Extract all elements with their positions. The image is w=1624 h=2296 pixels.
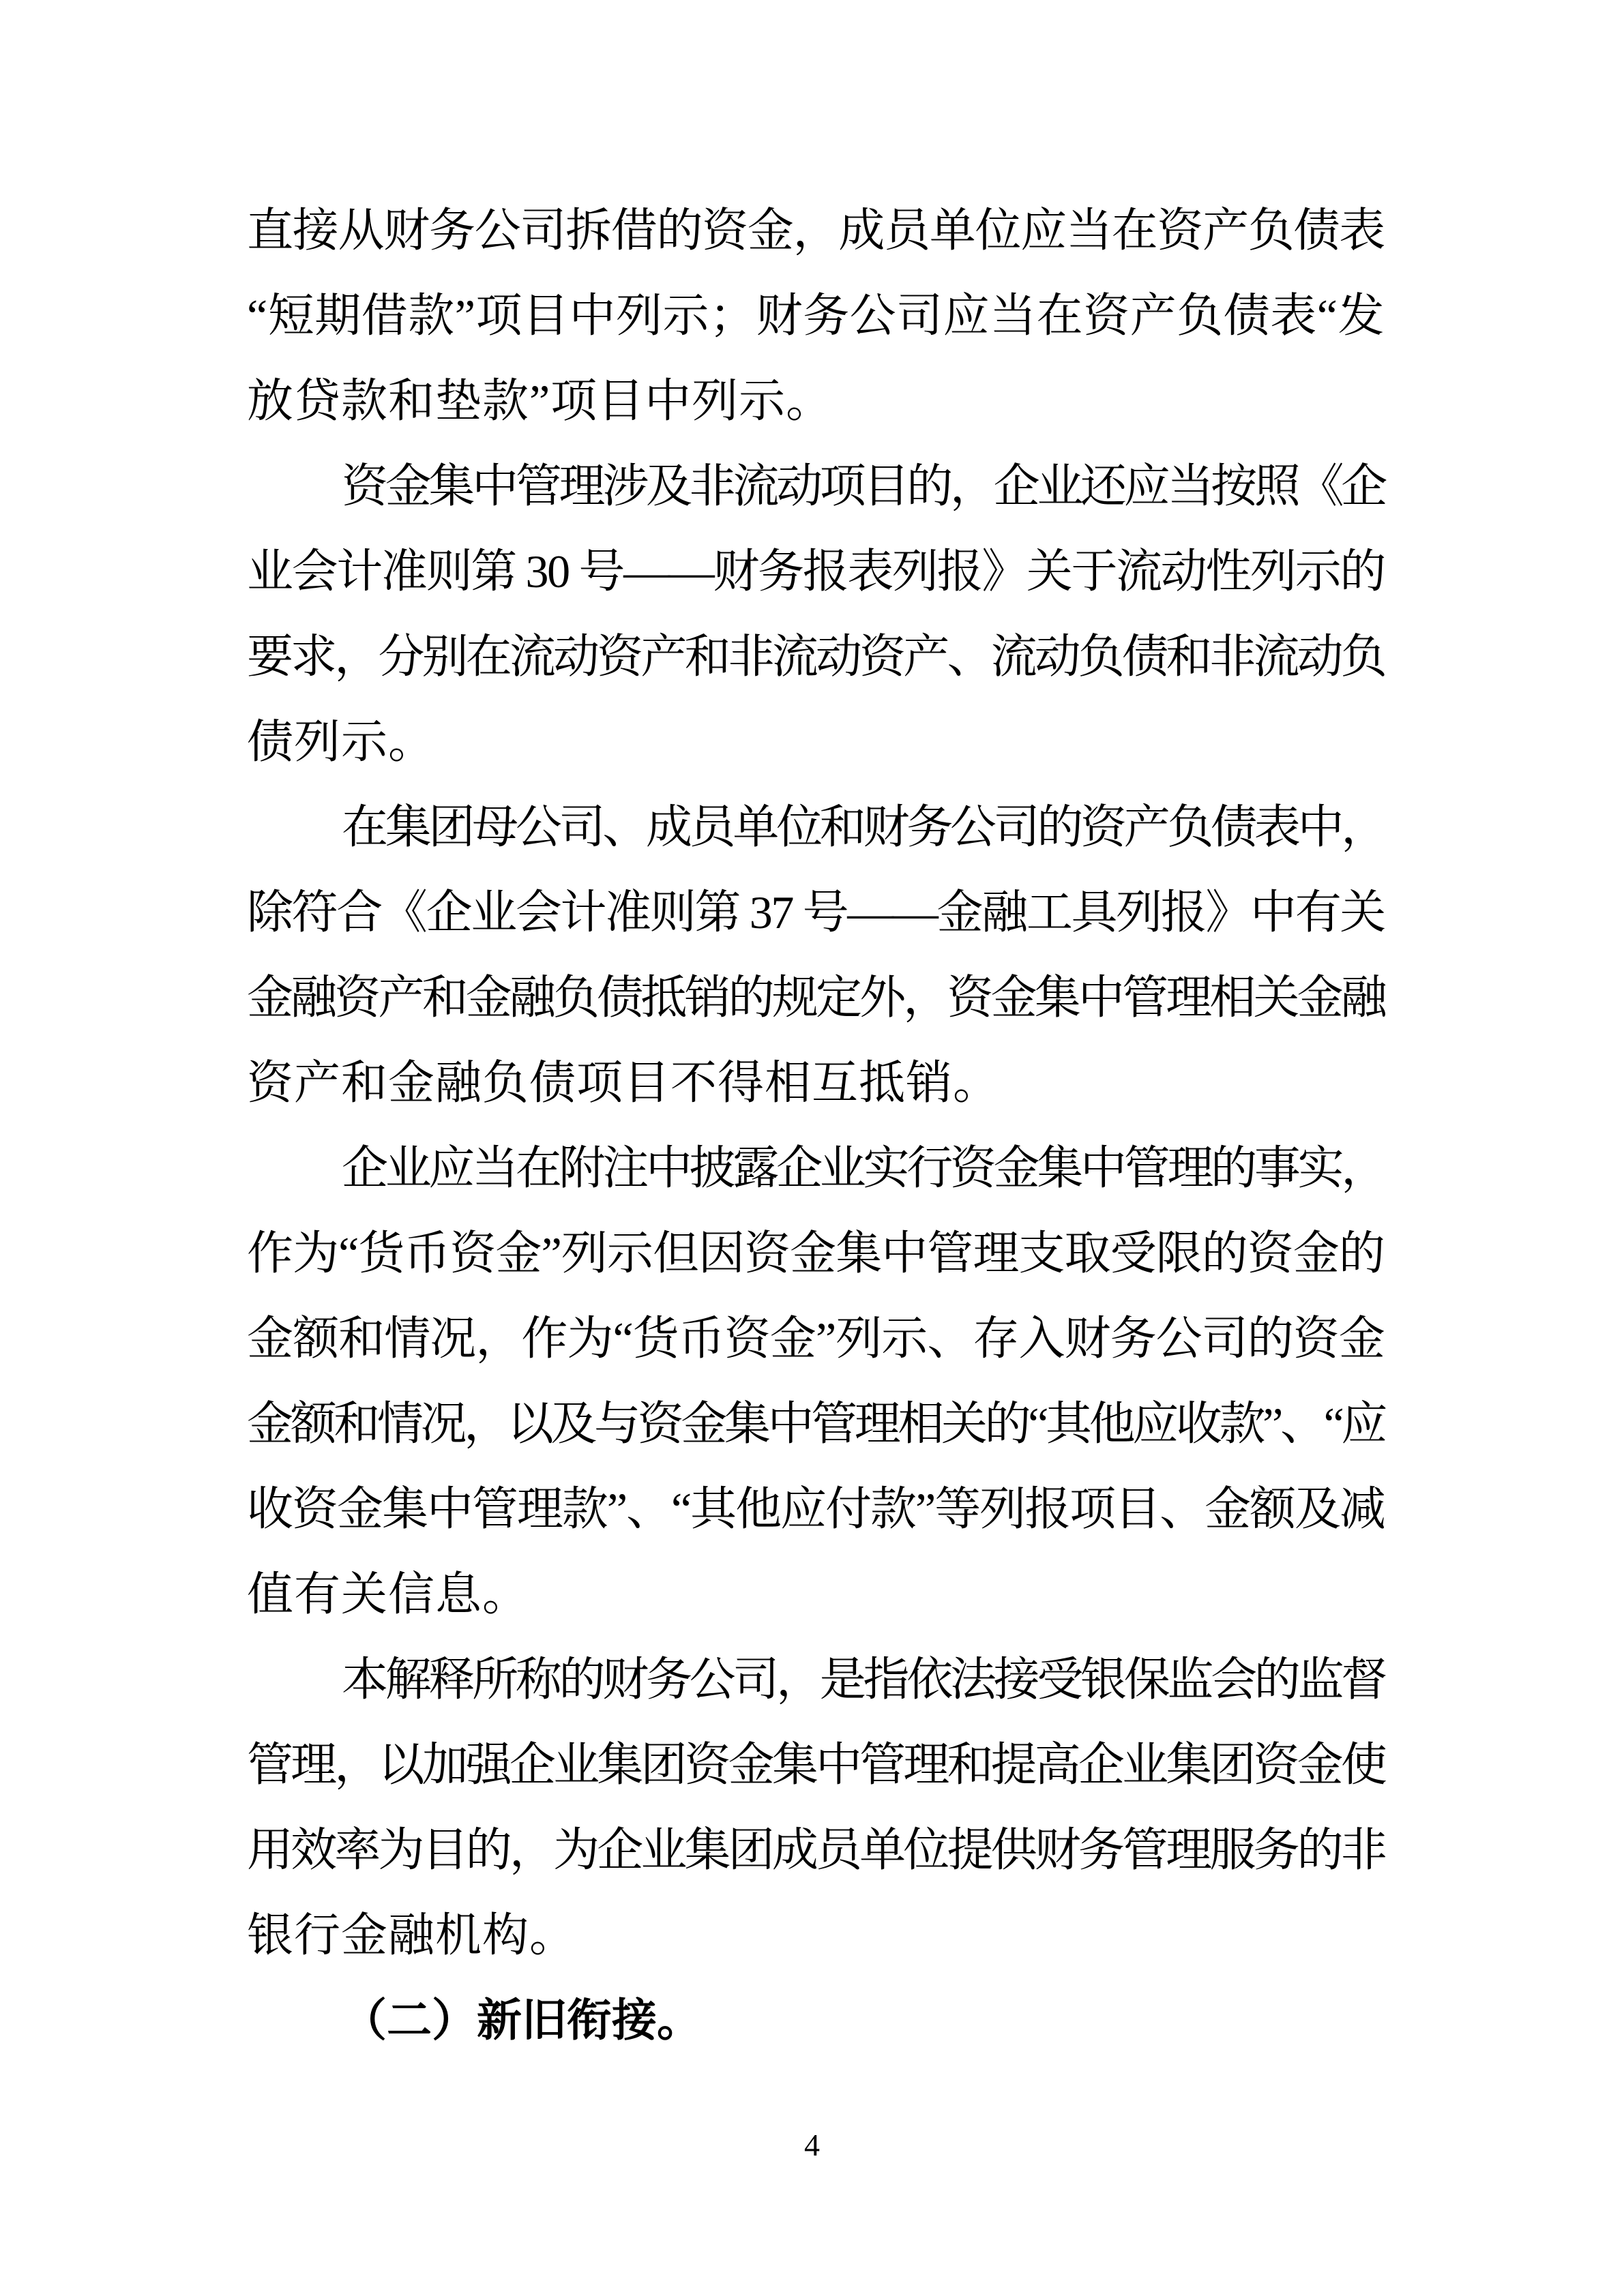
text-line [247,614,1385,700]
text-line-content: 值有关信息。 [247,1568,530,1620]
text-line-content: 业会计准则第 30 号——财务报表列报》关于流动性列示的 [247,546,1385,597]
text-line [247,1211,1385,1296]
text-line [247,1467,1385,1552]
text-line-content: 用效率为目的，为企业集团成员单位提供财务管理服务的非 [247,1824,1385,1876]
text-line [247,1723,1385,1808]
text-line-content: 在集团母公司、成员单位和财务公司的资产负债表中， [342,801,1385,853]
text-line-content: 本解释所称的财务公司，是指依法接受银保监会的监督 [342,1654,1385,1705]
section-heading [247,1978,1385,2063]
text-line [247,1296,1385,1382]
text-line [247,870,1385,955]
text-line [247,188,1385,273]
page-number: 4 [804,2128,820,2162]
text-line [247,529,1385,614]
text-line [247,1041,1385,1126]
text-line-content: 管理，以加强企业集团资金集中管理和提高企业集团资金使 [247,1739,1385,1791]
text-line [247,444,1385,529]
text-line [247,700,1385,785]
text-line-content: 金融资产和金融负债抵销的规定外，资金集中管理相关金融 [247,972,1385,1024]
text-line [247,273,1385,359]
text-line-content: 放贷款和垫款”项目中列示。 [247,375,833,427]
text-line-content: 要求，分别在流动资产和非流动资产、流动负债和非流动负 [247,631,1385,683]
text-line [247,1893,1385,1978]
text-line-content: 直接从财务公司拆借的资金，成员单位应当在资产负债表 [247,205,1385,256]
text-block [247,188,1385,2063]
text-line-content: 金额和情况，作为“货币资金”列示、存入财务公司的资金 [247,1313,1385,1365]
text-line [247,1637,1385,1723]
text-line [247,1808,1385,1893]
text-line [247,359,1385,444]
text-line [247,955,1385,1041]
text-line-content: 资产和金融负债项目不得相互抵销。 [247,1057,1001,1109]
text-line-content: 企业应当在附注中披露企业实行资金集中管理的事实， [342,1142,1385,1194]
text-line-content: 收资金集中管理款”、“其他应付款”等列报项目、金额及减 [247,1483,1385,1535]
text-line [247,1552,1385,1637]
text-line-content: 金额和情况，以及与资金集中管理相关的“其他应收款”、“应 [247,1398,1385,1450]
text-line-content: 债列示。 [247,716,436,768]
text-line-content: 银行金融机构。 [247,1909,577,1961]
text-line [247,785,1385,870]
text-line-content: （二）新旧衔接。 [342,1996,702,2046]
text-line-content: 除符合《企业会计准则第 37 号——金融工具列报》中有关 [247,886,1385,938]
text-line [247,1382,1385,1467]
text-line-content: 资金集中管理涉及非流动项目的，企业还应当按照《企 [342,460,1385,512]
text-line-content: “短期借款”项目中列示；财务公司应当在资产负债表“发 [247,290,1385,342]
text-line-content: 作为“货币资金”列示但因资金集中管理支取受限的资金的 [247,1227,1385,1279]
text-line [247,1126,1385,1211]
